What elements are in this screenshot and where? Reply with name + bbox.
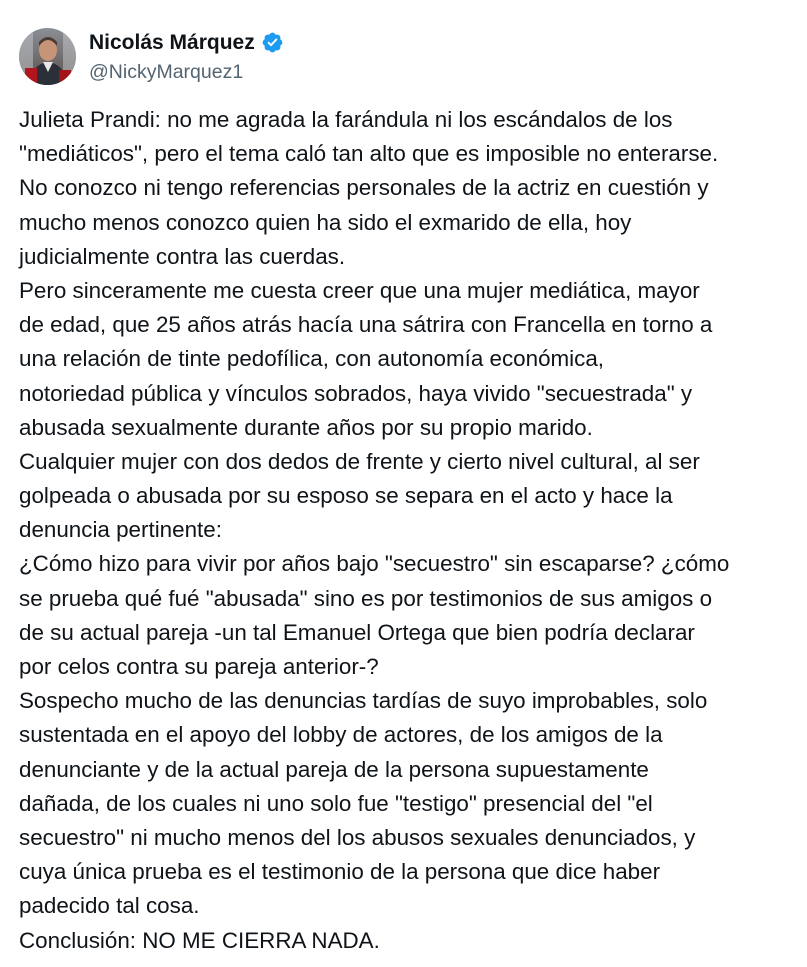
name-row: [89, 29, 284, 57]
tweet-text-line: Sospecho mucho de las denuncias tardías de suyo improbables, solo: [19, 688, 708, 714]
tweet-text-line: se prueba qué fué "abusada" sino es por testimonios de sus amigos o: [19, 585, 713, 611]
tweet-text: [19, 103, 799, 958]
tweet-text-line: padecido tal cosa.: [19, 893, 200, 919]
tweet-text-line: Conclusión: NO ME CIERRA NADA.: [19, 927, 380, 953]
tweet-text-line: golpeada o abusada por su esposo se separa en el acto y hace la: [19, 483, 673, 509]
tweet-text-line: Cualquier mujer con dos dedos de frente y cierto nivel cultural, al ser: [19, 448, 700, 474]
tweet-header: [19, 25, 284, 87]
tweet-text-line: de su actual pareja -un tal Emanuel Ortega que bien podría declarar: [19, 619, 695, 645]
tweet-text-line: una relación de tinte pedofílica, con autonomía económica,: [19, 346, 605, 372]
tweet-text-line: secuestro" ni mucho menos del los abusos sexuales denunciados, y: [19, 824, 696, 850]
avatar[interactable]: [19, 28, 76, 85]
tweet-text-line: sustentada en el apoyo del lobby de actores, de los amigos de la: [19, 722, 663, 748]
author-names: [89, 29, 284, 84]
tweet-text-line: Pero sinceramente me cuesta creer que una mujer mediática, mayor: [19, 277, 700, 303]
tweet-text-line: abusada sexualmente durante años por su propio marido.: [19, 414, 593, 440]
verified-badge-icon: [261, 31, 284, 54]
display-name[interactable]: Nicolás Márquez: [89, 30, 255, 54]
tweet-text-line: judicialmente contra las cuerdas.: [19, 243, 346, 269]
tweet-text-line: por celos contra su pareja anterior-?: [19, 654, 379, 679]
tweet-text-line: "mediáticos", pero el tema caló tan alto que es imposible no enterarse.: [19, 141, 719, 167]
tweet-text-line: Julieta Prandi: no me agrada la farándula ni los escándalos de los: [19, 107, 673, 132]
tweet-text-line: notoriedad pública y vínculos sobrados, haya vivido "secuestrada" y: [19, 380, 693, 406]
tweet-text-line: dañada, de los cuales ni uno solo fue "testigo" presencial del "el: [19, 790, 653, 816]
author-handle[interactable]: @NickyMarquez1: [89, 60, 244, 83]
tweet-text-line: cuya única prueba es el testimonio de la persona que dice haber: [19, 859, 661, 885]
tweet-text-line: No conozco ni tengo referencias personales de la actriz en cuestión y: [19, 175, 709, 201]
tweet-text-line: de edad, que 25 años atrás hacía una sátrira con Francella en torno a: [19, 312, 713, 338]
tweet-text-line: ¿Cómo hizo para vivir por años bajo "secuestro" sin escaparse? ¿cómo: [19, 551, 730, 577]
tweet-text-line: denunciante y de la actual pareja de la persona supuestamente: [19, 756, 649, 782]
avatar-photo: [19, 28, 76, 85]
tweet-text-line: denuncia pertinente:: [19, 517, 222, 543]
tweet-text-line: mucho menos conozco quien ha sido el exmarido de ella, hoy: [19, 209, 632, 235]
